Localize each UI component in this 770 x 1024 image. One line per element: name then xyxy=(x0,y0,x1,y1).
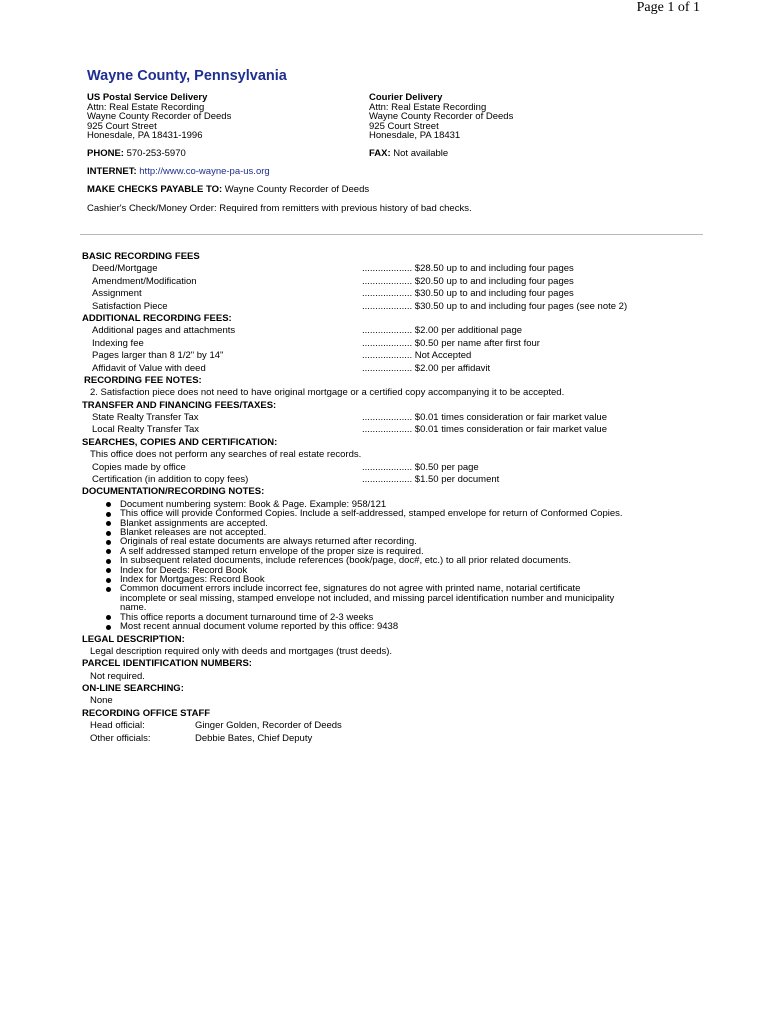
courier-heading: Courier Delivery xyxy=(369,92,443,103)
checks-value: Wayne County Recorder of Deeds xyxy=(224,184,370,195)
fee-row xyxy=(82,338,702,350)
fee-notes-heading: RECORDING FEE NOTES: xyxy=(84,374,202,386)
postal-line: Wayne County Recorder of Deeds xyxy=(87,111,232,123)
staff-row-other xyxy=(82,733,702,745)
phone-value: 570-253-5970 xyxy=(126,148,186,159)
postal-heading: US Postal Service Delivery xyxy=(87,92,208,103)
courier-line: Honesdale, PA 18431 xyxy=(369,130,461,142)
list-item: Blanket assignments are accepted. xyxy=(104,519,624,528)
staff-value: Ginger Golden, Recorder of Deeds xyxy=(195,720,342,732)
phone-label: PHONE: xyxy=(87,148,124,159)
fee-label: Certification (in addition to copy fees) xyxy=(92,474,249,486)
fee-label: Affidavit of Value with deed xyxy=(92,362,206,374)
fee-label: Pages larger than 8 1/2" by 14" xyxy=(92,350,224,362)
fee-row xyxy=(82,412,702,424)
list-item: Index for Deeds: Record Book xyxy=(104,566,624,575)
fee-row xyxy=(82,462,702,474)
doc-notes-heading: DOCUMENTATION/RECORDING NOTES: xyxy=(82,486,265,498)
fee-row xyxy=(82,301,702,313)
list-item: This office reports a document turnaround time of 2-3 weeks xyxy=(104,613,624,622)
searches-heading: SEARCHES, COPIES AND CERTIFICATION: xyxy=(82,436,278,448)
fee-value: ................... $0.01 times consideration or fair market value xyxy=(362,424,607,436)
fee-label: Indexing fee xyxy=(92,337,144,349)
list-item: Common document errors include incorrect fee, signatures do not agree with printed name, notarial certificate incomplete or seal missing, stamped envelope not included, and missing parcel identification number and municipality name. xyxy=(104,584,624,612)
fee-label: Amendment/Modification xyxy=(92,275,197,287)
fee-value: ................... Not Accepted xyxy=(362,350,472,362)
transfer-heading: TRANSFER AND FINANCING FEES/TAXES: xyxy=(82,399,277,411)
list-item: Most recent annual document volume reported by this office: 9438 xyxy=(104,622,624,631)
postal-line: Honesdale, PA 18431-1996 xyxy=(87,130,203,142)
legal-heading: LEGAL DESCRIPTION: xyxy=(82,633,185,645)
fee-label: Copies made by office xyxy=(92,461,186,473)
checks xyxy=(87,184,369,195)
list-item: Blanket releases are not accepted. xyxy=(104,528,624,537)
postal-address xyxy=(87,93,231,141)
staff-label: Head official: xyxy=(90,720,145,732)
fax xyxy=(369,148,448,159)
parcel-heading: PARCEL IDENTIFICATION NUMBERS: xyxy=(82,658,252,670)
online-heading: ON-LINE SEARCHING: xyxy=(82,683,184,695)
fax-value: Not available xyxy=(393,148,449,159)
courier-line: Wayne County Recorder of Deeds xyxy=(369,111,514,123)
fee-value: ................... $2.00 per additional page xyxy=(362,325,523,337)
fee-value: ................... $30.50 up to and including four pages xyxy=(362,288,574,300)
list-item: Document numbering system: Book & Page. Example: 958/121 xyxy=(104,500,624,509)
fee-label: Local Realty Transfer Tax xyxy=(92,424,200,436)
fee-sections xyxy=(82,251,702,745)
list-item: Index for Mortgages: Record Book xyxy=(104,575,624,584)
legal-text: Legal description required only with deeds and mortgages (trust deeds). xyxy=(90,645,393,657)
fee-notes-text: 2. Satisfaction piece does not need to have original mortgage or a certified copy accompanying it to be accepted. xyxy=(90,387,565,399)
fee-row xyxy=(82,263,702,275)
fee-row xyxy=(82,363,702,375)
list-item: A self addressed stamped return envelope of the proper size is required. xyxy=(104,547,624,556)
fee-row xyxy=(82,350,702,362)
staff-row-head xyxy=(82,720,702,732)
searches-note: This office does not perform any searches of real estate records. xyxy=(90,449,362,461)
internet-label: INTERNET: xyxy=(87,166,137,177)
fee-row xyxy=(82,288,702,300)
fee-row xyxy=(82,474,702,486)
postal-line: Attn: Real Estate Recording xyxy=(87,101,205,113)
fee-label: Additional pages and attachments xyxy=(92,325,236,337)
fee-value: ................... $1.50 per document xyxy=(362,474,500,486)
staff-heading: RECORDING OFFICE STAFF xyxy=(82,707,211,719)
fee-value: ................... $2.00 per affidavit xyxy=(362,362,491,374)
fee-label: Deed/Mortgage xyxy=(92,263,158,275)
fee-value: ................... $0.50 per page xyxy=(362,461,479,473)
fee-label: Satisfaction Piece xyxy=(92,300,168,312)
fee-value: ................... $30.50 up to and including four pages (see note 2) xyxy=(362,300,628,312)
doc-notes-list xyxy=(82,500,624,632)
parcel-text: Not required. xyxy=(90,670,145,682)
phone xyxy=(87,148,186,159)
list-item: In subsequent related documents, include references (book/page, doc#, etc.) to all prior related documents. xyxy=(104,556,624,565)
fee-value: ................... $0.50 per name after first four xyxy=(362,337,540,349)
fee-row xyxy=(82,276,702,288)
internet xyxy=(87,166,270,177)
staff-value: Debbie Bates, Chief Deputy xyxy=(195,732,313,744)
courier-line: Attn: Real Estate Recording xyxy=(369,101,487,113)
divider xyxy=(80,234,703,235)
postal-line: 925 Court Street xyxy=(87,120,157,132)
fee-value: ................... $28.50 up to and including four pages xyxy=(362,263,574,275)
list-item: This office will provide Conformed Copies. Include a self-addressed, stamped envelope for return of Conformed Copies. xyxy=(104,509,624,518)
staff-label: Other officials: xyxy=(90,732,151,744)
fee-label: Assignment xyxy=(92,288,142,300)
courier-line: 925 Court Street xyxy=(369,120,439,132)
fee-row xyxy=(82,424,702,436)
basic-heading: BASIC RECORDING FEES xyxy=(82,251,200,262)
internet-link[interactable]: http://www.co-wayne-pa-us.org xyxy=(139,166,270,177)
fee-value: ................... $0.01 times consideration or fair market value xyxy=(362,412,607,424)
checks-label: MAKE CHECKS PAYABLE TO: xyxy=(87,184,223,195)
cashier-note: Cashier's Check/Money Order: Required from remitters with previous history of bad checks. xyxy=(87,203,472,214)
list-item: Originals of real estate documents are always returned after recording. xyxy=(104,537,624,546)
additional-heading: ADDITIONAL RECORDING FEES: xyxy=(82,312,232,324)
online-text: None xyxy=(90,695,113,707)
courier-address xyxy=(369,93,513,141)
fee-value: ................... $20.50 up to and including four pages xyxy=(362,275,574,287)
fee-label: State Realty Transfer Tax xyxy=(92,412,199,424)
fee-row xyxy=(82,325,702,337)
page-number: Page 1 of 1 xyxy=(636,0,700,15)
fax-label: FAX: xyxy=(369,148,391,159)
page-title: Wayne County, Pennsylvania xyxy=(87,68,287,84)
